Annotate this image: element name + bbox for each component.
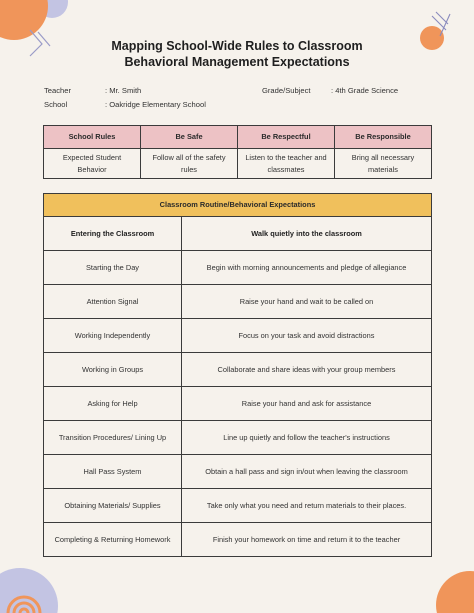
title-line-1: Mapping School-Wide Rules to Classroom xyxy=(111,39,363,53)
grade-label: Grade/Subject xyxy=(262,86,311,95)
routine-row xyxy=(44,489,432,523)
school-rules-table xyxy=(43,125,432,179)
teacher-label: Teacher xyxy=(44,86,72,95)
routine-expectation-cell: Take only what you need and return materials to their places. xyxy=(182,489,432,523)
routine-table-title: Classroom Routine/Behavioral Expectations xyxy=(44,194,432,217)
bottom-right-decoration xyxy=(430,565,474,613)
routine-expectation-cell: Raise your hand and ask for assistance xyxy=(182,387,432,421)
title-line-2: Behavioral Management Expectations xyxy=(124,55,350,69)
routine-name-cell: Hall Pass System xyxy=(44,455,182,489)
routine-row xyxy=(44,353,432,387)
routine-name-cell: Asking for Help xyxy=(44,387,182,421)
routine-expectation-cell: Raise your hand and wait to be called on xyxy=(182,285,432,319)
rules-cell: Bring all necessary materials xyxy=(335,149,432,179)
routine-name-cell: Entering the Classroom xyxy=(44,217,182,251)
teacher-value: : Mr. Smith xyxy=(105,86,142,95)
routine-expectation-cell: Obtain a hall pass and sign in/out when leaving the classroom xyxy=(182,455,432,489)
routine-body xyxy=(44,217,432,557)
routine-row xyxy=(44,217,432,251)
rules-cell: Listen to the teacher and classmates xyxy=(238,149,335,179)
routine-row xyxy=(44,387,432,421)
routine-expectation-cell: Line up quietly and follow the teacher's instructions xyxy=(182,421,432,455)
routine-row xyxy=(44,421,432,455)
school-label: School xyxy=(44,100,68,109)
routine-expectation-cell: Finish your homework on time and return it to the teacher xyxy=(182,523,432,557)
routine-name-cell: Starting the Day xyxy=(44,251,182,285)
page-title xyxy=(0,38,474,70)
rules-header-cell: Be Safe xyxy=(141,126,238,149)
routine-expectation-cell: Focus on your task and avoid distractions xyxy=(182,319,432,353)
rules-header-row xyxy=(44,126,432,149)
routine-expectation-cell: Collaborate and share ideas with your group members xyxy=(182,353,432,387)
routine-expectation-cell: Walk quietly into the classroom xyxy=(182,217,432,251)
routine-table xyxy=(43,193,432,557)
grade-row xyxy=(262,86,462,96)
bottom-left-decoration xyxy=(0,558,70,613)
routine-name-cell: Working in Groups xyxy=(44,353,182,387)
grade-value: : 4th Grade Science xyxy=(331,86,399,95)
rules-cell: Follow all of the safety rules xyxy=(141,149,238,179)
routine-name-cell: Transition Procedures/ Lining Up xyxy=(44,421,182,455)
rules-cell: Expected Student Behavior xyxy=(44,149,141,179)
routine-name-cell: Attention Signal xyxy=(44,285,182,319)
routine-row xyxy=(44,319,432,353)
routine-row xyxy=(44,251,432,285)
routine-expectation-cell: Begin with morning announcements and pledge of allegiance xyxy=(182,251,432,285)
teacher-row xyxy=(44,86,244,96)
rules-header-cell: Be Respectful xyxy=(238,126,335,149)
routine-row xyxy=(44,523,432,557)
rules-row xyxy=(44,149,432,179)
routine-name-cell: Obtaining Materials/ Supplies xyxy=(44,489,182,523)
routine-title-row xyxy=(44,194,432,217)
routine-row xyxy=(44,285,432,319)
school-value: : Oakridge Elementary School xyxy=(105,100,206,109)
school-row xyxy=(44,100,264,110)
rules-header-cell: Be Responsible xyxy=(335,126,432,149)
rules-header-cell: School Rules xyxy=(44,126,141,149)
routine-name-cell: Completing & Returning Homework xyxy=(44,523,182,557)
routine-name-cell: Working Independently xyxy=(44,319,182,353)
routine-row xyxy=(44,455,432,489)
